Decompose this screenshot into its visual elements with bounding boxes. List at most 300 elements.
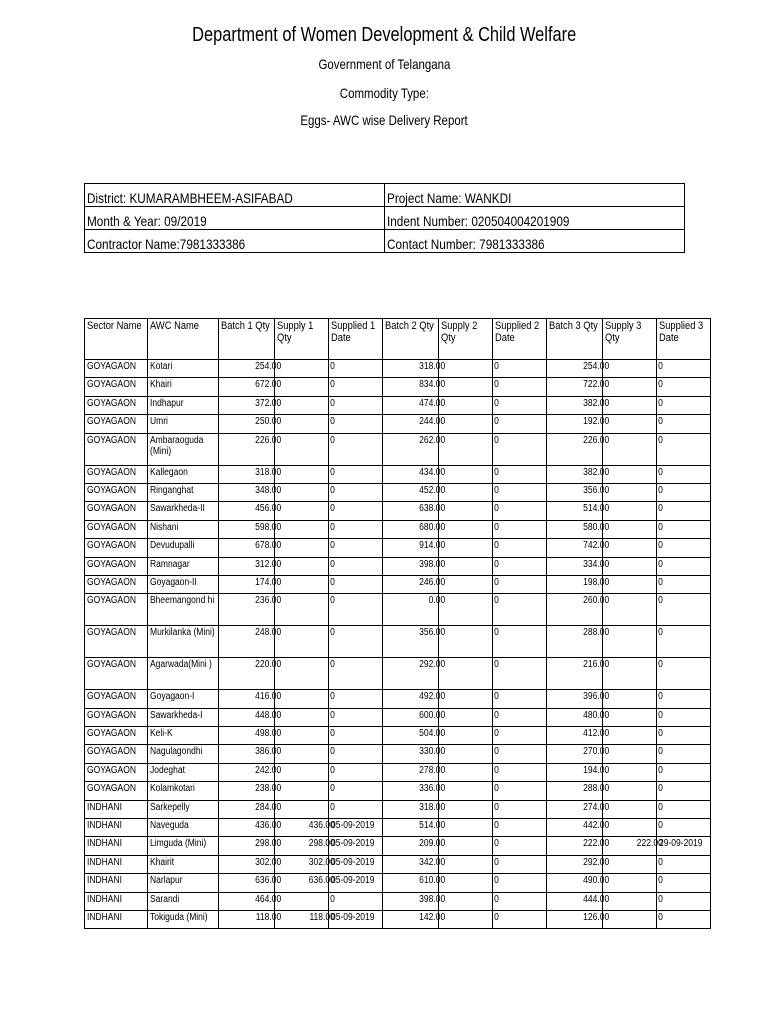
cell-supply3-qty: 0: [603, 502, 657, 520]
cell-awc-name: Ramnagar: [147, 557, 219, 575]
cell-supply1-qty: 0: [275, 557, 329, 575]
cell-batch3-qty: 288.00: [547, 626, 603, 658]
cell-batch3-qty: 580.00: [547, 520, 603, 538]
cell-awc-name: Nishani: [147, 520, 219, 538]
cell-supply1-qty: 0: [275, 396, 329, 414]
table-row: [85, 415, 711, 433]
cell-supply2-qty: 0: [439, 520, 493, 538]
cell-supplied2-date: [493, 782, 547, 800]
cell-supply2-qty: 0: [439, 360, 493, 378]
cell-supplied2-date: [493, 626, 547, 658]
cell-supplied1-date: [329, 658, 383, 690]
cell-supply1-qty: 0: [275, 502, 329, 520]
cell-supplied2-date: [493, 465, 547, 483]
cell-batch2-qty: 342.00: [383, 855, 439, 873]
cell-batch2-qty: 504.00: [383, 727, 439, 745]
cell-supply1-qty: 0: [275, 415, 329, 433]
table-row: [85, 626, 711, 658]
cell-supply3-qty: 0: [603, 800, 657, 818]
cell-awc-name: Kolamkotari: [147, 782, 219, 800]
cell-batch3-qty: 222.00: [547, 837, 603, 855]
cell-supply2-qty: 0: [439, 502, 493, 520]
month-year-cell: Month & Year: 09/2019: [85, 207, 385, 230]
cell-supplied1-date: [329, 483, 383, 501]
cell-supply1-qty: 298.00: [275, 837, 329, 855]
cell-sector: GOYAGAON: [85, 557, 148, 575]
cell-batch2-qty: 492.00: [383, 690, 439, 708]
column-header-supplied1-date: Supplied 1 Date: [329, 319, 383, 360]
cell-supply1-qty: 0: [275, 763, 329, 781]
column-header-batch3-qty: Batch 3 Qty: [547, 319, 603, 360]
cell-supplied3-date: [657, 378, 711, 396]
cell-supply2-qty: 0: [439, 708, 493, 726]
cell-supplied2-date: [493, 892, 547, 910]
table-row: [85, 763, 711, 781]
cell-batch1-qty: 456.00: [219, 502, 275, 520]
cell-supplied1-date: [329, 396, 383, 414]
cell-supply1-qty: 0: [275, 727, 329, 745]
cell-batch1-qty: 636.00: [219, 874, 275, 892]
cell-awc-name: Nagulagondhi: [147, 745, 219, 763]
cell-sector: GOYAGAON: [85, 396, 148, 414]
cell-supply1-qty: 0: [275, 539, 329, 557]
cell-batch3-qty: 274.00: [547, 800, 603, 818]
cell-supplied1-date: 05-09-2019: [329, 819, 383, 837]
column-header-supply2-qty: Supply 2 Qty: [439, 319, 493, 360]
cell-supply3-qty: 0: [603, 575, 657, 593]
cell-supplied2-date: [493, 855, 547, 873]
cell-batch3-qty: 412.00: [547, 727, 603, 745]
cell-supplied2-date: [493, 800, 547, 818]
cell-supply3-qty: 0: [603, 520, 657, 538]
cell-batch3-qty: 444.00: [547, 892, 603, 910]
cell-supplied3-date: [657, 819, 711, 837]
cell-supply1-qty: 0: [275, 465, 329, 483]
cell-supplied3-date: [657, 892, 711, 910]
cell-awc-name: Umri: [147, 415, 219, 433]
cell-supply1-qty: 0: [275, 800, 329, 818]
cell-supplied1-date: [329, 557, 383, 575]
cell-supply3-qty: 0: [603, 465, 657, 483]
table-row: [85, 502, 711, 520]
cell-supply1-qty: 118.00: [275, 910, 329, 928]
report-subtitle: Government of Telangana: [318, 56, 450, 72]
cell-supplied1-date: [329, 594, 383, 626]
cell-supplied1-date: [329, 539, 383, 557]
cell-supplied1-date: [329, 360, 383, 378]
cell-awc-name: Murkilanka (Mini): [147, 626, 219, 658]
cell-supply3-qty: 0: [603, 708, 657, 726]
cell-sector: GOYAGAON: [85, 626, 148, 658]
cell-batch1-qty: 448.00: [219, 708, 275, 726]
cell-supply3-qty: 0: [603, 745, 657, 763]
cell-sector: GOYAGAON: [85, 415, 148, 433]
table-row: [85, 539, 711, 557]
cell-batch2-qty: 142.00: [383, 910, 439, 928]
cell-supplied3-date: [657, 415, 711, 433]
cell-awc-name: Devudupalli: [147, 539, 219, 557]
cell-supplied1-date: 05-09-2019: [329, 855, 383, 873]
table-row: [85, 892, 711, 910]
cell-supply2-qty: 0: [439, 892, 493, 910]
cell-supply3-qty: 0: [603, 892, 657, 910]
cell-batch2-qty: 434.00: [383, 465, 439, 483]
table-row: [85, 819, 711, 837]
cell-batch3-qty: 270.00: [547, 745, 603, 763]
cell-batch3-qty: 722.00: [547, 378, 603, 396]
cell-batch1-qty: 312.00: [219, 557, 275, 575]
cell-supplied3-date: [657, 433, 711, 465]
cell-supplied1-date: 05-09-2019: [329, 910, 383, 928]
cell-batch2-qty: 246.00: [383, 575, 439, 593]
cell-supplied3-date: [657, 502, 711, 520]
cell-supplied1-date: [329, 415, 383, 433]
cell-sector: GOYAGAON: [85, 690, 148, 708]
cell-supplied1-date: [329, 892, 383, 910]
cell-batch3-qty: 382.00: [547, 465, 603, 483]
cell-sector: GOYAGAON: [85, 378, 148, 396]
table-row: [85, 557, 711, 575]
cell-supply2-qty: 0: [439, 837, 493, 855]
cell-supply2-qty: 0: [439, 539, 493, 557]
table-row: [85, 378, 711, 396]
cell-supplied2-date: [493, 483, 547, 501]
cell-sector: INDHANI: [85, 910, 148, 928]
indent-number-cell: Indent Number: 020504004201909: [384, 207, 684, 230]
cell-supply1-qty: 0: [275, 658, 329, 690]
cell-sector: GOYAGAON: [85, 727, 148, 745]
cell-supplied3-date: [657, 745, 711, 763]
cell-supply2-qty: 0: [439, 465, 493, 483]
column-header-sector: Sector Name: [85, 319, 148, 360]
cell-supply2-qty: 0: [439, 690, 493, 708]
cell-batch2-qty: 0.00: [383, 594, 439, 626]
cell-supplied1-date: [329, 378, 383, 396]
cell-batch2-qty: 244.00: [383, 415, 439, 433]
cell-supply3-qty: 0: [603, 782, 657, 800]
table-row: [85, 575, 711, 593]
cell-sector: INDHANI: [85, 800, 148, 818]
table-row: [85, 594, 711, 626]
cell-supplied2-date: [493, 910, 547, 928]
cell-supply1-qty: 0: [275, 594, 329, 626]
cell-batch2-qty: 600.00: [383, 708, 439, 726]
cell-awc-name: Sawarkheda-II: [147, 502, 219, 520]
cell-sector: INDHANI: [85, 819, 148, 837]
cell-awc-name: Goyagaon-I: [147, 690, 219, 708]
cell-awc-name: Tokiguda (Mini): [147, 910, 219, 928]
cell-supplied2-date: [493, 837, 547, 855]
cell-supplied3-date: [657, 658, 711, 690]
cell-batch3-qty: 490.00: [547, 874, 603, 892]
cell-sector: GOYAGAON: [85, 763, 148, 781]
cell-supply3-qty: 0: [603, 658, 657, 690]
cell-supplied3-date: [657, 800, 711, 818]
cell-sector: GOYAGAON: [85, 539, 148, 557]
cell-supplied1-date: [329, 465, 383, 483]
cell-supplied3-date: [657, 626, 711, 658]
cell-supplied3-date: [657, 782, 711, 800]
delivery-table: [84, 318, 711, 929]
cell-supply1-qty: 0: [275, 708, 329, 726]
cell-batch1-qty: 254.00: [219, 360, 275, 378]
cell-batch2-qty: 452.00: [383, 483, 439, 501]
cell-awc-name: Ambaraoguda (Mini): [147, 433, 219, 465]
cell-batch3-qty: 198.00: [547, 575, 603, 593]
table-row: [85, 837, 711, 855]
cell-awc-name: Keli-K: [147, 727, 219, 745]
cell-supplied2-date: [493, 874, 547, 892]
cell-batch3-qty: 356.00: [547, 483, 603, 501]
cell-supply1-qty: 0: [275, 892, 329, 910]
cell-supplied3-date: [657, 855, 711, 873]
cell-supplied3-date: [657, 874, 711, 892]
cell-supplied3-date: [657, 465, 711, 483]
cell-supply2-qty: 0: [439, 819, 493, 837]
cell-awc-name: Kallegaon: [147, 465, 219, 483]
cell-supplied1-date: [329, 626, 383, 658]
cell-sector: GOYAGAON: [85, 745, 148, 763]
cell-supply1-qty: 636.00: [275, 874, 329, 892]
cell-sector: INDHANI: [85, 874, 148, 892]
cell-batch2-qty: 680.00: [383, 520, 439, 538]
cell-supplied1-date: [329, 763, 383, 781]
cell-supply1-qty: 0: [275, 575, 329, 593]
cell-awc-name: Indhapur: [147, 396, 219, 414]
cell-batch1-qty: 298.00: [219, 837, 275, 855]
cell-awc-name: Sawarkheda-I: [147, 708, 219, 726]
cell-batch3-qty: 382.00: [547, 396, 603, 414]
cell-supplied1-date: [329, 690, 383, 708]
cell-batch3-qty: 742.00: [547, 539, 603, 557]
cell-batch2-qty: 398.00: [383, 892, 439, 910]
cell-batch1-qty: 242.00: [219, 763, 275, 781]
cell-supply2-qty: 0: [439, 557, 493, 575]
cell-supplied2-date: [493, 378, 547, 396]
cell-batch3-qty: 334.00: [547, 557, 603, 575]
column-header-supply1-qty: Supply 1 Qty: [275, 319, 329, 360]
cell-supply3-qty: 0: [603, 910, 657, 928]
cell-supplied2-date: [493, 360, 547, 378]
cell-batch1-qty: 250.00: [219, 415, 275, 433]
cell-supplied3-date: [657, 483, 711, 501]
cell-sector: GOYAGAON: [85, 782, 148, 800]
report-info-table: [84, 183, 685, 253]
cell-supplied2-date: [493, 690, 547, 708]
commodity-type-label: Commodity Type:: [339, 85, 429, 101]
cell-sector: GOYAGAON: [85, 502, 148, 520]
cell-sector: GOYAGAON: [85, 658, 148, 690]
cell-supplied2-date: [493, 658, 547, 690]
report-title: Department of Women Development & Child Welfare: [191, 24, 577, 46]
cell-supplied2-date: [493, 539, 547, 557]
cell-batch1-qty: 248.00: [219, 626, 275, 658]
cell-batch1-qty: 226.00: [219, 433, 275, 465]
cell-supplied1-date: [329, 520, 383, 538]
table-row: [85, 782, 711, 800]
cell-supply2-qty: 0: [439, 658, 493, 690]
cell-batch1-qty: 416.00: [219, 690, 275, 708]
cell-supplied2-date: [493, 708, 547, 726]
cell-awc-name: Naveguda: [147, 819, 219, 837]
cell-supply2-qty: 0: [439, 745, 493, 763]
cell-batch3-qty: 480.00: [547, 708, 603, 726]
cell-supplied1-date: [329, 800, 383, 818]
cell-batch2-qty: 638.00: [383, 502, 439, 520]
cell-supply3-qty: 0: [603, 763, 657, 781]
cell-batch3-qty: 194.00: [547, 763, 603, 781]
cell-awc-name: Ringanghat: [147, 483, 219, 501]
cell-supplied2-date: [493, 415, 547, 433]
cell-batch3-qty: 396.00: [547, 690, 603, 708]
table-row: [85, 708, 711, 726]
cell-batch1-qty: 598.00: [219, 520, 275, 538]
cell-batch1-qty: 118.00: [219, 910, 275, 928]
district-cell: District: KUMARAMBHEEM-ASIFABAD: [85, 184, 385, 207]
cell-supply3-qty: 0: [603, 539, 657, 557]
cell-batch3-qty: 514.00: [547, 502, 603, 520]
cell-supply1-qty: 0: [275, 360, 329, 378]
cell-supplied2-date: [493, 819, 547, 837]
cell-sector: GOYAGAON: [85, 708, 148, 726]
cell-awc-name: Kotari: [147, 360, 219, 378]
table-row: [85, 658, 711, 690]
cell-supplied2-date: [493, 727, 547, 745]
cell-supply2-qty: 0: [439, 594, 493, 626]
cell-supplied1-date: [329, 502, 383, 520]
cell-supply2-qty: 0: [439, 575, 493, 593]
cell-supply3-qty: 0: [603, 415, 657, 433]
cell-supply2-qty: 0: [439, 396, 493, 414]
cell-awc-name: Bheemangond hi: [147, 594, 219, 626]
cell-supply2-qty: 0: [439, 483, 493, 501]
cell-supply1-qty: 436.00: [275, 819, 329, 837]
cell-batch1-qty: 678.00: [219, 539, 275, 557]
cell-supplied2-date: [493, 433, 547, 465]
cell-supply2-qty: 0: [439, 378, 493, 396]
cell-supply3-qty: 0: [603, 433, 657, 465]
cell-supplied3-date: [657, 910, 711, 928]
cell-supply2-qty: 0: [439, 855, 493, 873]
table-row: [85, 396, 711, 414]
cell-batch3-qty: 216.00: [547, 658, 603, 690]
cell-batch2-qty: 356.00: [383, 626, 439, 658]
cell-batch2-qty: 336.00: [383, 782, 439, 800]
cell-supplied3-date: [657, 396, 711, 414]
cell-supply1-qty: 0: [275, 483, 329, 501]
cell-batch3-qty: 192.00: [547, 415, 603, 433]
cell-supply3-qty: 222.00: [603, 837, 657, 855]
cell-supplied2-date: [493, 575, 547, 593]
cell-awc-name: Sarandi: [147, 892, 219, 910]
cell-supplied1-date: [329, 708, 383, 726]
cell-sector: GOYAGAON: [85, 465, 148, 483]
cell-supply3-qty: 0: [603, 360, 657, 378]
cell-awc-name: Khairi: [147, 378, 219, 396]
cell-supply3-qty: 0: [603, 557, 657, 575]
cell-supply1-qty: 0: [275, 782, 329, 800]
cell-batch2-qty: 330.00: [383, 745, 439, 763]
cell-supply3-qty: 0: [603, 483, 657, 501]
cell-supply1-qty: 302.00: [275, 855, 329, 873]
cell-supplied2-date: [493, 763, 547, 781]
cell-sector: GOYAGAON: [85, 594, 148, 626]
column-header-awc-name: AWC Name: [147, 319, 219, 360]
cell-supplied3-date: [657, 575, 711, 593]
cell-sector: GOYAGAON: [85, 483, 148, 501]
table-row: [85, 855, 711, 873]
cell-awc-name: Agarwada(Mini ): [147, 658, 219, 690]
cell-batch3-qty: 292.00: [547, 855, 603, 873]
cell-supplied1-date: [329, 433, 383, 465]
cell-batch2-qty: 514.00: [383, 819, 439, 837]
cell-batch2-qty: 610.00: [383, 874, 439, 892]
cell-batch1-qty: 464.00: [219, 892, 275, 910]
cell-batch2-qty: 398.00: [383, 557, 439, 575]
cell-batch2-qty: 209.00: [383, 837, 439, 855]
cell-batch1-qty: 284.00: [219, 800, 275, 818]
cell-supplied3-date: [657, 360, 711, 378]
cell-supply1-qty: 0: [275, 745, 329, 763]
table-row: [85, 433, 711, 465]
cell-supply3-qty: 0: [603, 378, 657, 396]
cell-supply2-qty: 0: [439, 433, 493, 465]
table-row: [85, 690, 711, 708]
table-row: [85, 745, 711, 763]
cell-awc-name: Narlapur: [147, 874, 219, 892]
cell-batch3-qty: 260.00: [547, 594, 603, 626]
cell-awc-name: Goyagaon-II: [147, 575, 219, 593]
cell-batch1-qty: 348.00: [219, 483, 275, 501]
cell-supply2-qty: 0: [439, 800, 493, 818]
cell-batch2-qty: 318.00: [383, 800, 439, 818]
cell-sector: INDHANI: [85, 892, 148, 910]
cell-batch2-qty: 278.00: [383, 763, 439, 781]
cell-batch1-qty: 386.00: [219, 745, 275, 763]
cell-batch1-qty: 302.00: [219, 855, 275, 873]
table-header-row: [85, 319, 711, 360]
cell-supplied3-date: [657, 727, 711, 745]
cell-supplied1-date: [329, 727, 383, 745]
cell-supplied3-date: [657, 557, 711, 575]
contact-number-cell: Contact Number: 7981333386: [384, 230, 684, 253]
table-row: [85, 874, 711, 892]
table-row: [85, 360, 711, 378]
column-header-supplied3-date: Supplied 3 Date: [657, 319, 711, 360]
cell-batch3-qty: 126.00: [547, 910, 603, 928]
cell-supplied2-date: [493, 502, 547, 520]
cell-supply3-qty: 0: [603, 855, 657, 873]
cell-batch3-qty: 442.00: [547, 819, 603, 837]
cell-supply1-qty: 0: [275, 378, 329, 396]
cell-supply1-qty: 0: [275, 520, 329, 538]
cell-supply2-qty: 0: [439, 727, 493, 745]
cell-supplied3-date: [657, 539, 711, 557]
cell-supply2-qty: 0: [439, 626, 493, 658]
cell-awc-name: Khairit: [147, 855, 219, 873]
column-header-batch1-qty: Batch 1 Qty: [219, 319, 275, 360]
cell-batch1-qty: 672.00: [219, 378, 275, 396]
column-header-supplied2-date: Supplied 2 Date: [493, 319, 547, 360]
table-row: [85, 910, 711, 928]
column-header-supply3-qty: Supply 3 Qty: [603, 319, 657, 360]
cell-supply2-qty: 0: [439, 415, 493, 433]
cell-batch1-qty: 318.00: [219, 465, 275, 483]
cell-supply2-qty: 0: [439, 763, 493, 781]
cell-sector: INDHANI: [85, 837, 148, 855]
cell-awc-name: Jodeghat: [147, 763, 219, 781]
cell-supplied3-date: [657, 520, 711, 538]
